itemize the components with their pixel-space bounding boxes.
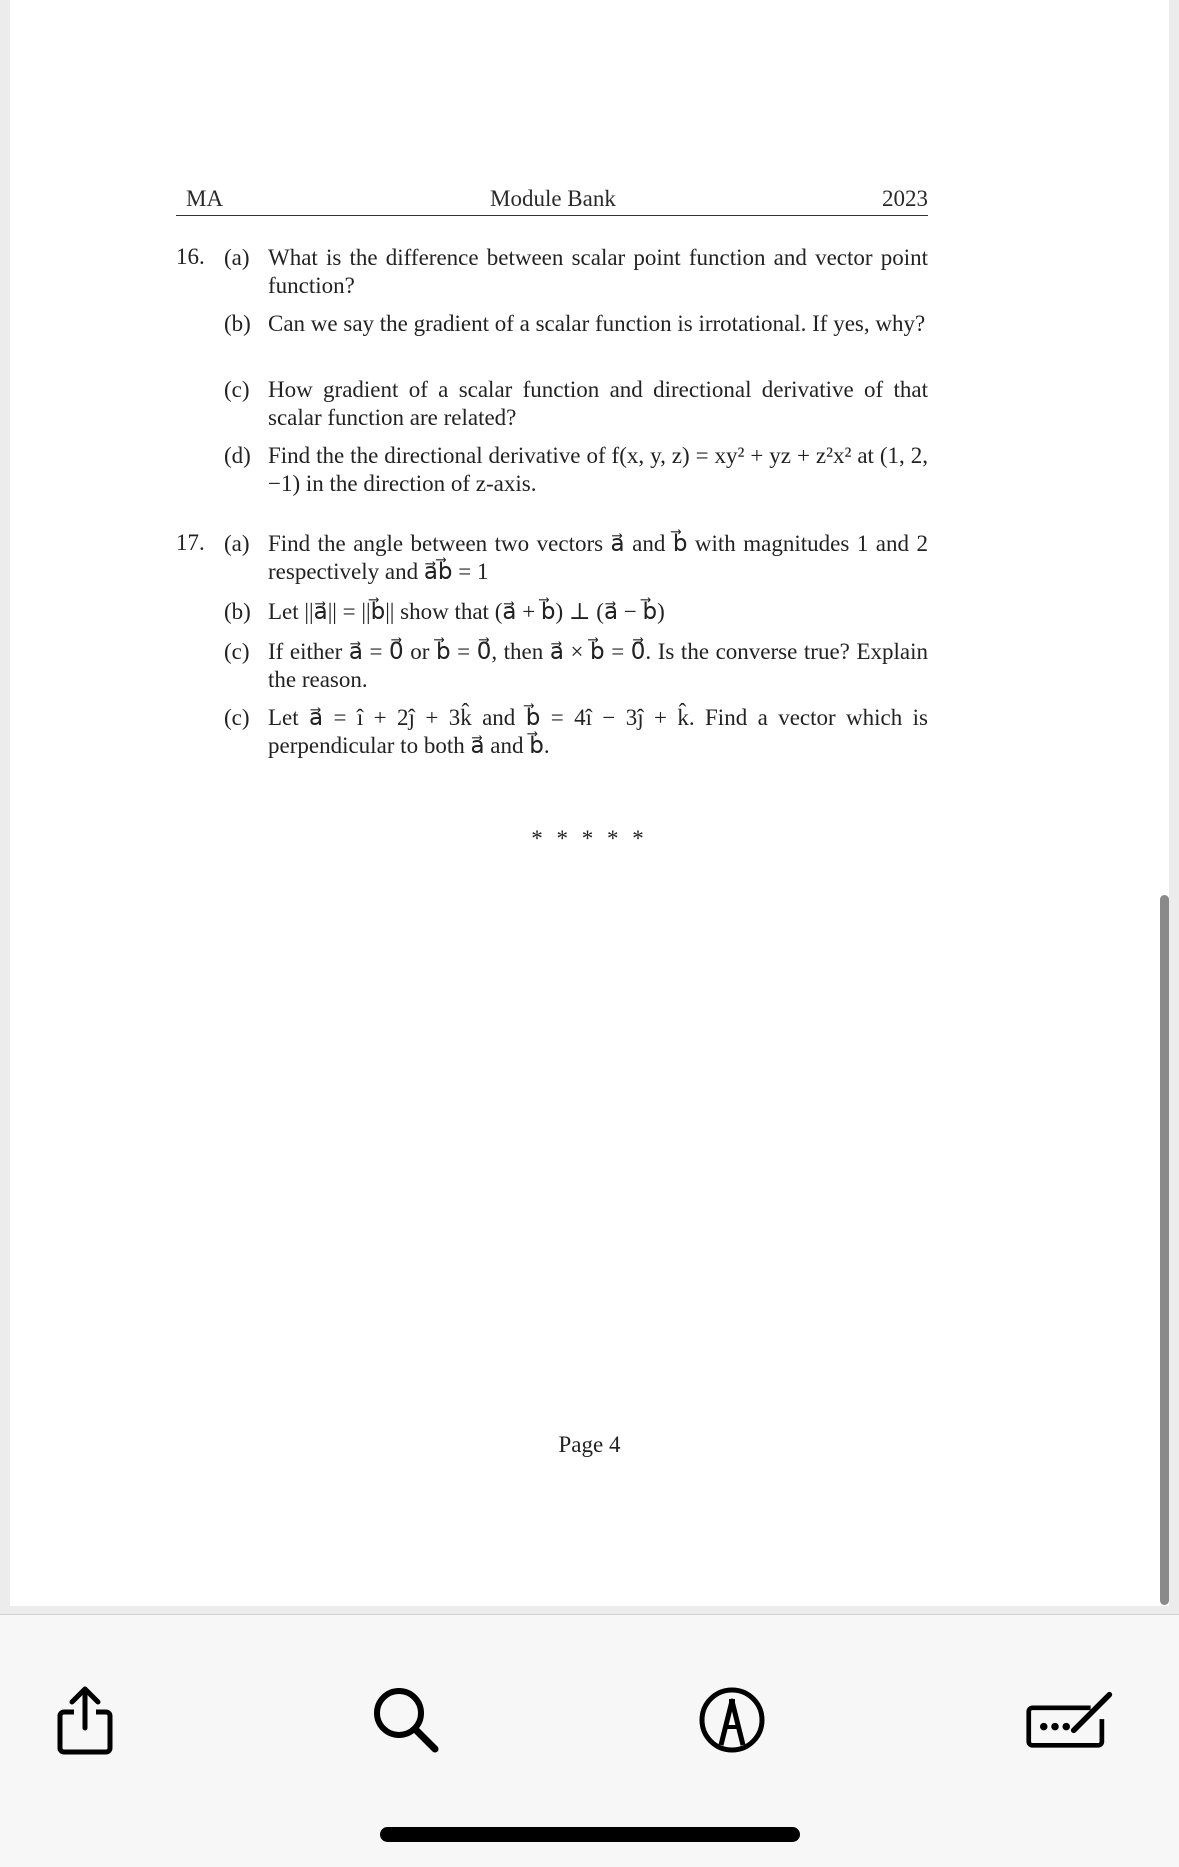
search-button[interactable] [361,1675,451,1765]
signature-icon [1025,1685,1115,1755]
part-label: (b) [224,311,251,336]
search-icon [371,1685,441,1755]
part-text: Find the angle between two vectors a⃗ and b⃗ with magnitudes 1 and 2 respectively and a⃗b⃗ = 1 [268,531,928,584]
question-number: 16. [176,244,205,269]
part-label: (b) [224,599,251,624]
question-part [224,598,928,626]
part-text: Let ||a⃗|| = ||b⃗|| show that (a⃗ + b⃗) ⊥ (a⃗ − b⃗) [268,599,665,624]
header-rule [176,215,928,216]
home-indicator[interactable] [380,1827,800,1842]
header-left: MA [186,186,224,211]
share-icon [54,1684,116,1756]
part-label: (a) [224,245,250,270]
end-marker: * * * * * [531,826,648,851]
part-label: (c) [224,705,250,730]
part-text: If either a⃗ = 0⃗ or b⃗ = 0⃗, then a⃗ × b⃗ = 0⃗. Is the converse true? Explain the reason. [268,639,928,692]
question-part [224,442,928,498]
question-part [224,704,928,760]
header-right: 2023 [882,186,928,211]
question-part [224,376,928,432]
part-label: (a) [224,531,250,556]
signature-button[interactable] [1025,1675,1115,1765]
question-part [224,244,928,300]
question-part [224,530,928,586]
part-label: (d) [224,443,251,468]
markup-icon [697,1685,767,1755]
header-center: Module Bank [490,186,616,211]
page-number: Page 4 [558,1432,621,1457]
share-button[interactable] [40,1675,130,1765]
bottom-toolbar [0,1614,1179,1867]
part-text: Let a⃗ = î + 2ĵ + 3k̂ and b⃗ = 4î − 3ĵ + k̂. Find a vector which is perpendicular to both a⃗ and b⃗. [268,705,928,758]
part-label: (c) [224,639,250,664]
part-text: What is the difference between scalar point function and vector point function? [268,245,928,298]
markup-button[interactable] [687,1675,777,1765]
part-text: How gradient of a scalar function and directional derivative of that scalar function are related? [268,377,928,430]
question-part [224,310,928,338]
scrollbar[interactable] [1160,895,1169,1605]
question-part [224,638,928,694]
part-text: Find the the directional derivative of f(x, y, z) = xy² + yz + z²x² at (1, 2, −1) in the direction of z-axis. [268,443,928,496]
part-text: Can we say the gradient of a scalar function is irrotational. If yes, why? [268,311,926,336]
part-label: (c) [224,377,250,402]
question-number: 17. [176,530,205,555]
pdf-page [10,0,1169,1606]
